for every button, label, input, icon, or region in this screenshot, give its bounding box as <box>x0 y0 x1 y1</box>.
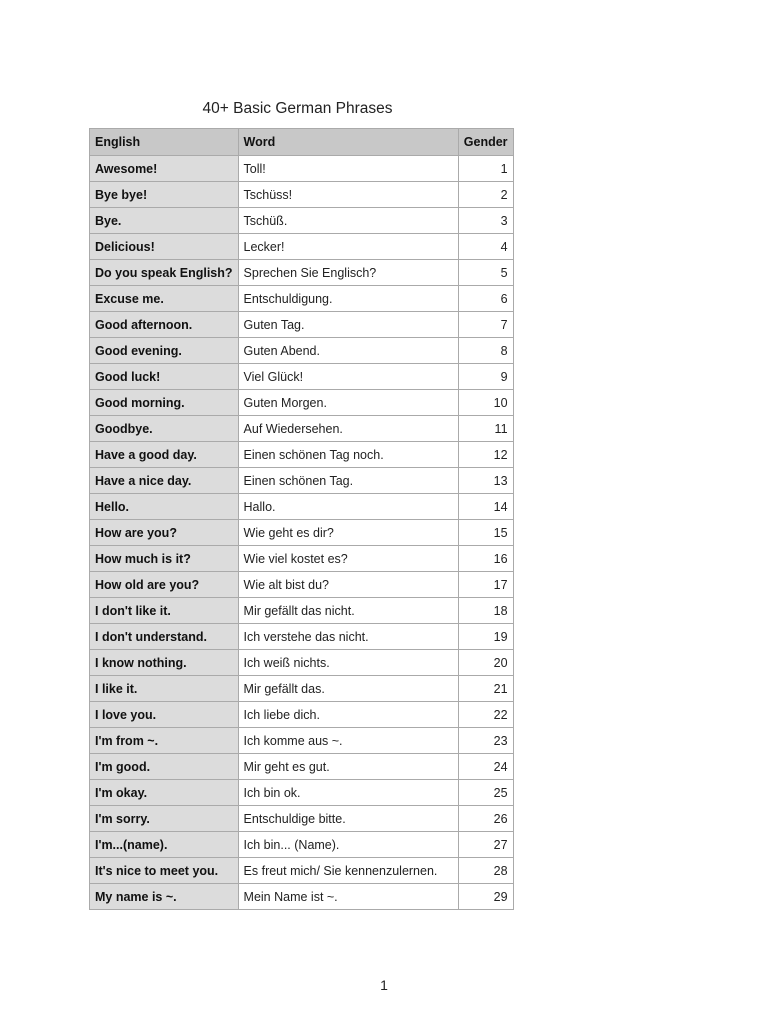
cell-german: Auf Wiedersehen. <box>238 416 458 442</box>
table-row <box>90 364 514 390</box>
cell-english: I don't understand. <box>90 624 239 650</box>
column-header-gender: Gender <box>458 129 513 156</box>
table-row <box>90 754 514 780</box>
table-header-row <box>90 129 514 156</box>
table-row <box>90 650 514 676</box>
cell-number: 4 <box>458 234 513 260</box>
cell-number: 5 <box>458 260 513 286</box>
cell-english: Do you speak English? <box>90 260 239 286</box>
cell-english: Delicious! <box>90 234 239 260</box>
cell-number: 22 <box>458 702 513 728</box>
cell-number: 6 <box>458 286 513 312</box>
cell-german: Sprechen Sie Englisch? <box>238 260 458 286</box>
cell-english: I'm good. <box>90 754 239 780</box>
table-row <box>90 780 514 806</box>
table-row <box>90 312 514 338</box>
cell-number: 24 <box>458 754 513 780</box>
table-row <box>90 858 514 884</box>
cell-number: 17 <box>458 572 513 598</box>
cell-german: Entschuldige bitte. <box>238 806 458 832</box>
cell-number: 14 <box>458 494 513 520</box>
cell-english: Goodbye. <box>90 416 239 442</box>
cell-english: Good morning. <box>90 390 239 416</box>
cell-german: Ich bin ok. <box>238 780 458 806</box>
table-row <box>90 182 514 208</box>
cell-german: Guten Abend. <box>238 338 458 364</box>
table-row <box>90 390 514 416</box>
cell-number: 21 <box>458 676 513 702</box>
cell-english: How much is it? <box>90 546 239 572</box>
cell-german: Wie viel kostet es? <box>238 546 458 572</box>
table-row <box>90 338 514 364</box>
table-row <box>90 884 514 910</box>
table-row <box>90 156 514 182</box>
cell-number: 27 <box>458 832 513 858</box>
page-title: 40+ Basic German Phrases <box>202 100 393 117</box>
table-row <box>90 494 514 520</box>
cell-german: Viel Glück! <box>238 364 458 390</box>
phrases-table <box>89 128 514 910</box>
cell-english: Have a good day. <box>90 442 239 468</box>
cell-german: Entschuldigung. <box>238 286 458 312</box>
cell-german: Einen schönen Tag noch. <box>238 442 458 468</box>
table-row <box>90 520 514 546</box>
cell-english: I'm...(name). <box>90 832 239 858</box>
cell-english: Bye bye! <box>90 182 239 208</box>
cell-german: Ich komme aus ~. <box>238 728 458 754</box>
cell-german: Guten Tag. <box>238 312 458 338</box>
cell-german: Mir geht es gut. <box>238 754 458 780</box>
cell-german: Tschüß. <box>238 208 458 234</box>
table-row <box>90 806 514 832</box>
table-row <box>90 442 514 468</box>
cell-english: I know nothing. <box>90 650 239 676</box>
table-row <box>90 208 514 234</box>
cell-number: 23 <box>458 728 513 754</box>
cell-number: 3 <box>458 208 513 234</box>
table-row <box>90 676 514 702</box>
cell-english: I'm from ~. <box>90 728 239 754</box>
cell-english: I don't like it. <box>90 598 239 624</box>
cell-german: Ich liebe dich. <box>238 702 458 728</box>
table-body <box>90 156 514 910</box>
cell-english: Awesome! <box>90 156 239 182</box>
cell-number: 9 <box>458 364 513 390</box>
table-row <box>90 702 514 728</box>
cell-german: Tschüss! <box>238 182 458 208</box>
table-row <box>90 728 514 754</box>
cell-number: 11 <box>458 416 513 442</box>
table-row <box>90 624 514 650</box>
cell-english: It's nice to meet you. <box>90 858 239 884</box>
table-row <box>90 260 514 286</box>
cell-german: Mein Name ist ~. <box>238 884 458 910</box>
cell-number: 29 <box>458 884 513 910</box>
column-header-english: English <box>90 129 239 156</box>
cell-english: Good afternoon. <box>90 312 239 338</box>
table-row <box>90 234 514 260</box>
cell-german: Wie alt bist du? <box>238 572 458 598</box>
cell-english: I like it. <box>90 676 239 702</box>
cell-english: Good evening. <box>90 338 239 364</box>
cell-english: Hello. <box>90 494 239 520</box>
cell-number: 1 <box>458 156 513 182</box>
cell-english: How are you? <box>90 520 239 546</box>
table-row <box>90 416 514 442</box>
cell-number: 16 <box>458 546 513 572</box>
table-row <box>90 546 514 572</box>
cell-english: Bye. <box>90 208 239 234</box>
cell-english: I'm okay. <box>90 780 239 806</box>
cell-english: Good luck! <box>90 364 239 390</box>
cell-german: Ich verstehe das nicht. <box>238 624 458 650</box>
cell-german: Mir gefällt das. <box>238 676 458 702</box>
table-row <box>90 598 514 624</box>
cell-number: 28 <box>458 858 513 884</box>
cell-english: I'm sorry. <box>90 806 239 832</box>
cell-number: 26 <box>458 806 513 832</box>
cell-english: How old are you? <box>90 572 239 598</box>
page-number: 1 <box>380 977 388 993</box>
cell-german: Hallo. <box>238 494 458 520</box>
cell-number: 8 <box>458 338 513 364</box>
cell-number: 10 <box>458 390 513 416</box>
cell-number: 20 <box>458 650 513 676</box>
cell-english: Excuse me. <box>90 286 239 312</box>
cell-german: Toll! <box>238 156 458 182</box>
table-row <box>90 468 514 494</box>
cell-english: I love you. <box>90 702 239 728</box>
table-row <box>90 832 514 858</box>
cell-number: 25 <box>458 780 513 806</box>
cell-german: Einen schönen Tag. <box>238 468 458 494</box>
cell-number: 13 <box>458 468 513 494</box>
cell-german: Ich weiß nichts. <box>238 650 458 676</box>
column-header-word: Word <box>238 129 458 156</box>
cell-german: Wie geht es dir? <box>238 520 458 546</box>
cell-german: Mir gefällt das nicht. <box>238 598 458 624</box>
cell-number: 19 <box>458 624 513 650</box>
table-row <box>90 286 514 312</box>
table-row <box>90 572 514 598</box>
cell-german: Lecker! <box>238 234 458 260</box>
cell-number: 15 <box>458 520 513 546</box>
cell-number: 12 <box>458 442 513 468</box>
cell-german: Guten Morgen. <box>238 390 458 416</box>
cell-english: Have a nice day. <box>90 468 239 494</box>
cell-number: 2 <box>458 182 513 208</box>
cell-german: Es freut mich/ Sie kennenzulernen. <box>238 858 458 884</box>
cell-number: 7 <box>458 312 513 338</box>
cell-number: 18 <box>458 598 513 624</box>
cell-english: My name is ~. <box>90 884 239 910</box>
cell-german: Ich bin... (Name). <box>238 832 458 858</box>
